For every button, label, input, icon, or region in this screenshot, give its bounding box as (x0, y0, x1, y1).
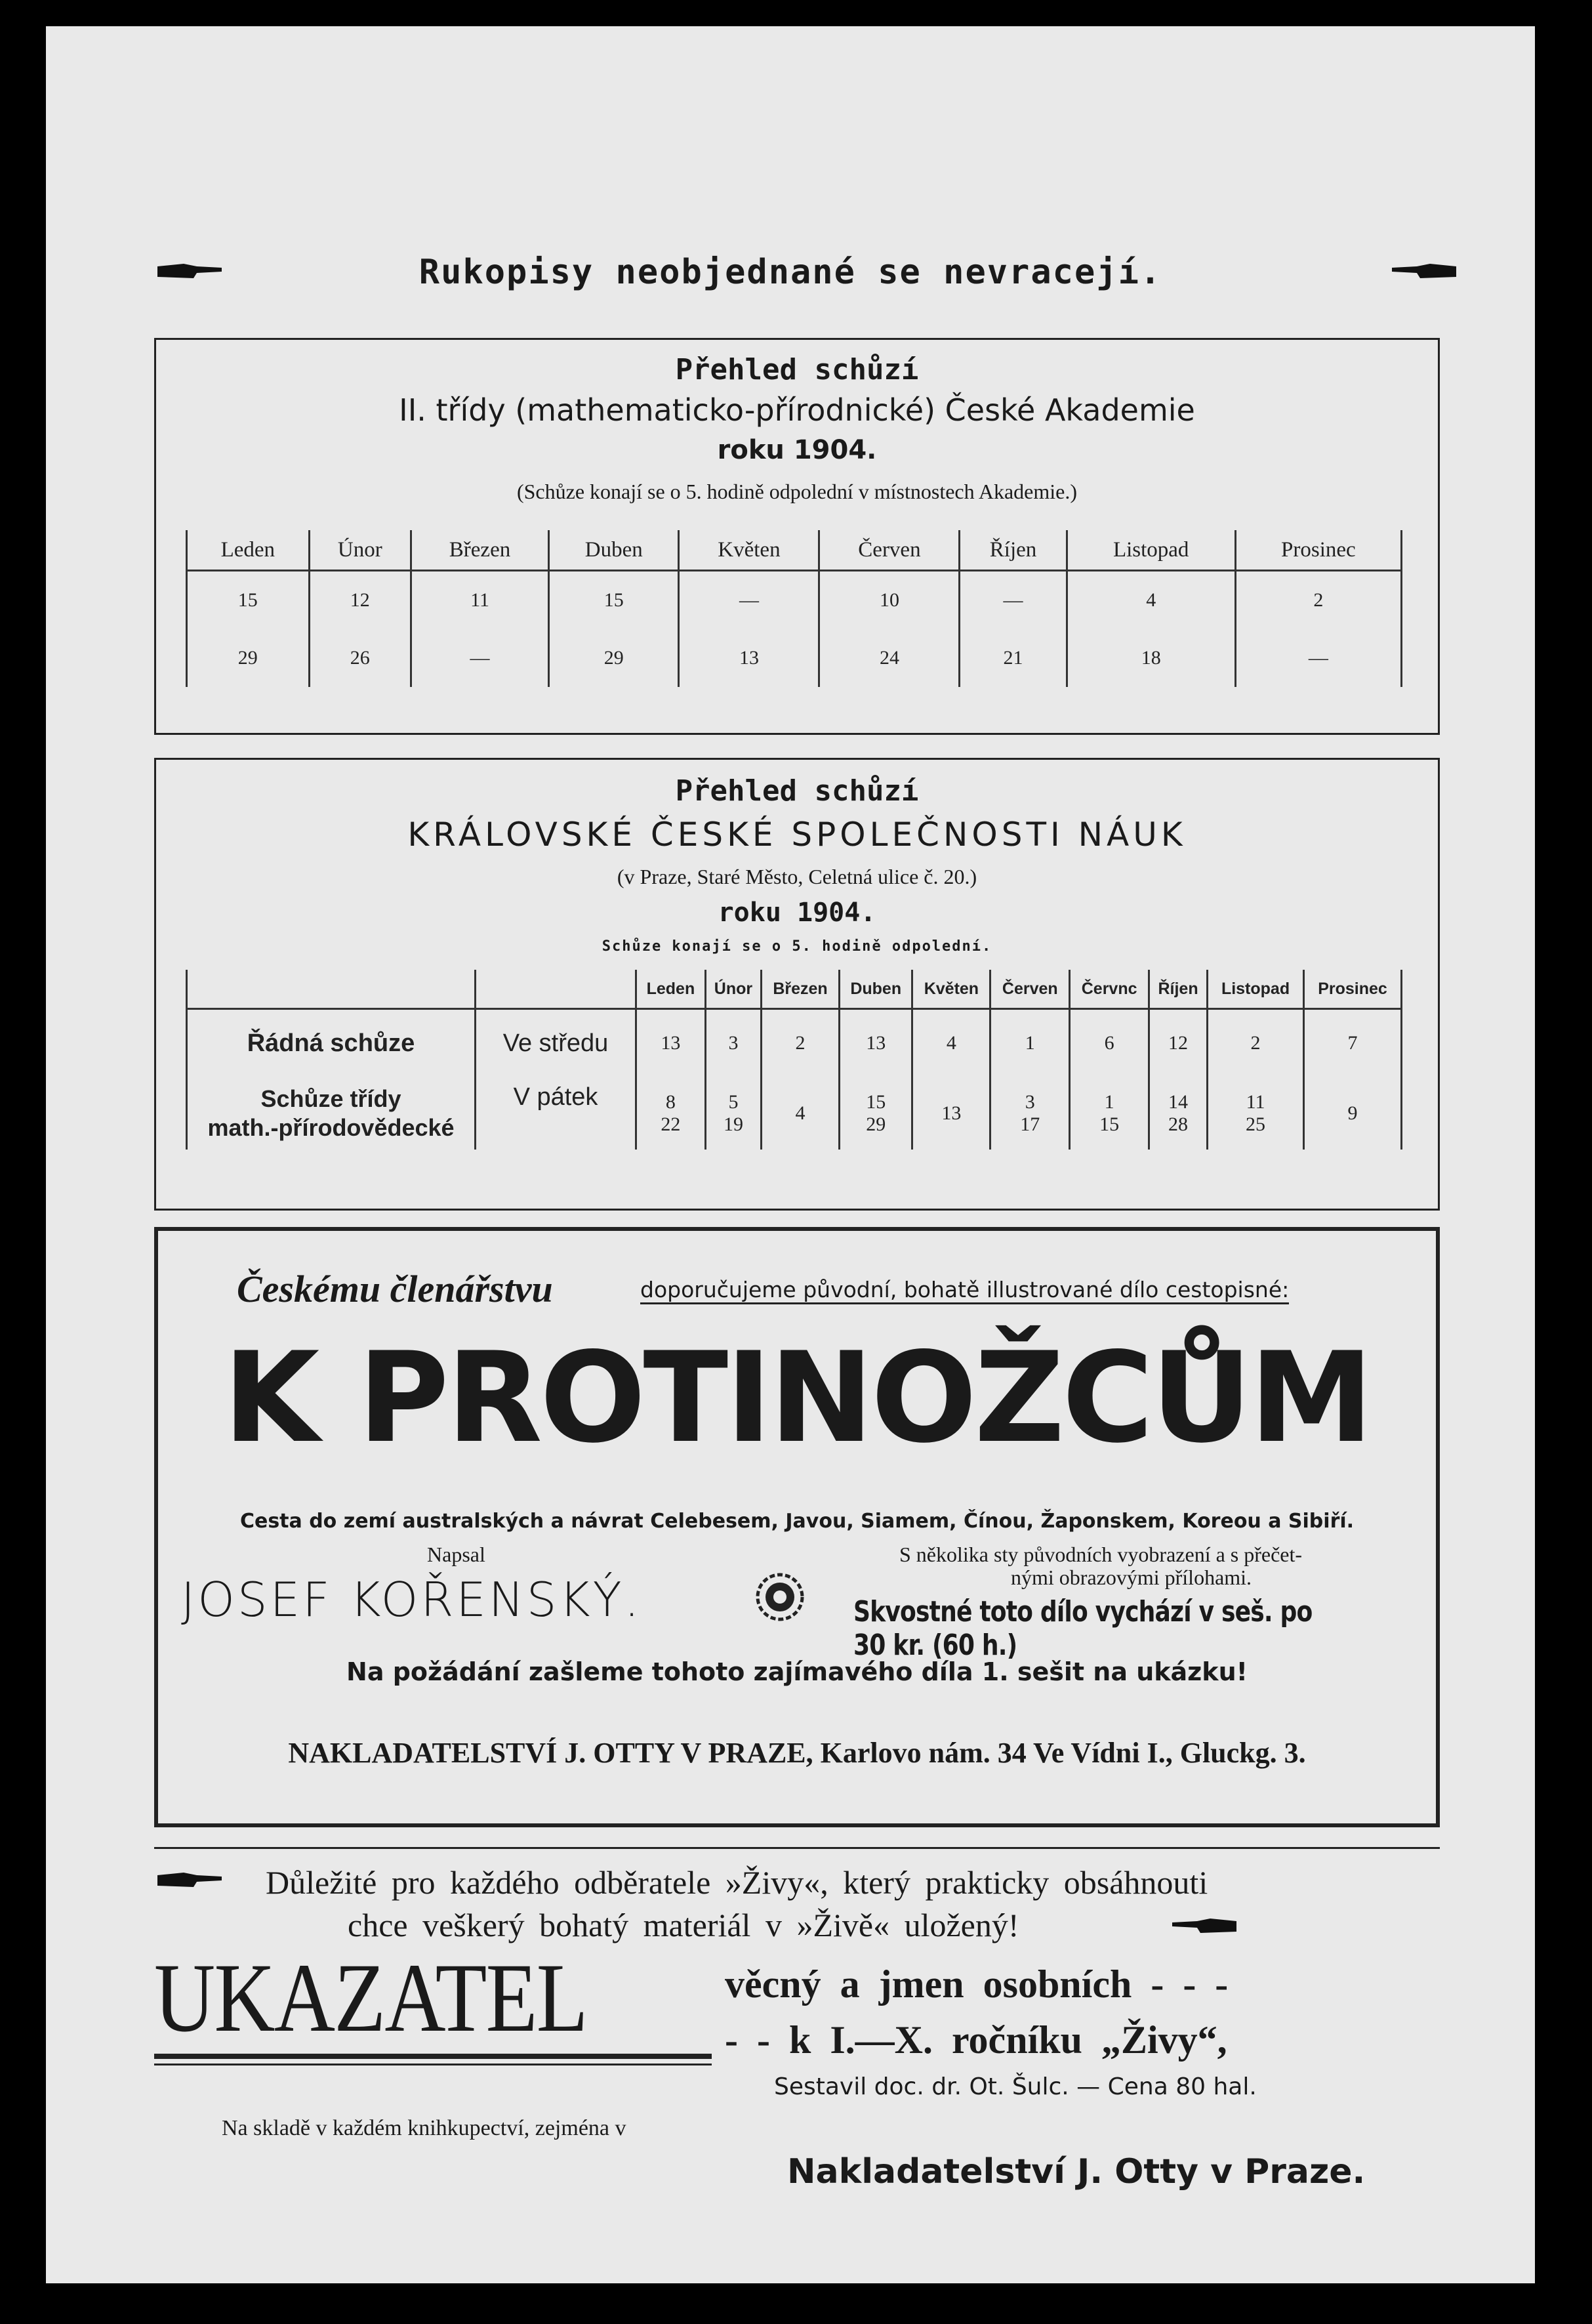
table-cell: — (411, 629, 548, 687)
academy-note: (Schůze konají se o 5. hodině odpolední v místnostech Akademie.) (516, 480, 1078, 503)
month-header: Únor (705, 970, 761, 1009)
table-row (187, 1077, 1402, 1150)
month-header: Listopad (1208, 970, 1304, 1009)
society-title: Přehled schůzí (675, 774, 919, 808)
table-cell: 11 (411, 571, 548, 630)
society-note: Schůze konají se o 5. hodině odpolední. (602, 938, 992, 955)
month-header: Červnc (1070, 970, 1149, 1009)
academy-schedule-table (186, 530, 1402, 687)
table-cell (840, 1077, 912, 1150)
cell-top: 14 (1168, 1090, 1189, 1113)
table-cell: 2 (1235, 571, 1401, 630)
table-cell: — (960, 571, 1067, 630)
society-name: KRÁLOVSKÉ ČESKÉ SPOLEČNOSTI NÁUK (407, 816, 1187, 854)
empty-header (187, 970, 476, 1009)
cell-top: 15 (866, 1090, 886, 1113)
month-header: Duben (840, 970, 912, 1009)
table-cell (705, 1077, 761, 1150)
table-cell: 6 (1070, 1009, 1149, 1077)
table-cell (990, 1077, 1070, 1150)
cell-top: 1 (1104, 1090, 1114, 1113)
table-cell: 9 (1304, 1077, 1402, 1150)
ukazatel-stock: Na skladě v každém knihkupectví, zejména v (222, 2116, 626, 2140)
ukazatel-line1: věcný a jmen osobních - - - (725, 1962, 1229, 2006)
cell-top: 8 (665, 1090, 676, 1113)
table-cell: 26 (309, 629, 411, 687)
author-name: JOSEF KOŘENSKÝ. (181, 1572, 642, 1627)
pointing-hand-left-icon (1391, 261, 1456, 281)
cell-bottom: 22 (661, 1113, 681, 1135)
cell-top: 11 (1246, 1090, 1265, 1113)
table-cell: — (1235, 629, 1401, 687)
table-cell: 12 (309, 571, 411, 630)
table-row (187, 629, 1402, 687)
table-cell: 29 (549, 629, 679, 687)
title-underline (154, 2064, 712, 2065)
month-header: Květen (679, 530, 819, 571)
ad-lead-text: doporučujeme původní, bohatě illustrované dílo cestopisné: (640, 1277, 1289, 1304)
cell-bottom: 17 (1020, 1113, 1040, 1135)
month-header: Duben (549, 530, 679, 571)
table-cell: 29 (187, 629, 310, 687)
table-cell: 13 (679, 629, 819, 687)
cell-bottom: 15 (1099, 1113, 1120, 1135)
table-cell: 13 (912, 1077, 990, 1150)
wrote-label: Napsal (427, 1543, 485, 1566)
table-cell: 12 (1149, 1009, 1208, 1077)
table-cell: 13 (840, 1009, 912, 1077)
title-underline (154, 2054, 712, 2059)
ukazatel-publisher: Nakladatelství J. Otty v Praze. (787, 2152, 1366, 2191)
table-cell (1208, 1077, 1304, 1150)
month-header: Listopad (1067, 530, 1235, 571)
ukazatel-line2: - - k I.—X. ročníku „Živy“, (725, 2018, 1227, 2062)
table-cell: 13 (636, 1009, 706, 1077)
academy-title: Přehled schůzí (675, 353, 919, 386)
images-note-line1: S několika sty původních vyobrazení a s přečet- (899, 1543, 1303, 1566)
price-note: Skvostné toto dílo vychází v seš. po 30 kr. (60 h.) (853, 1595, 1313, 1662)
table-cell: 24 (819, 629, 960, 687)
page (46, 26, 1535, 2283)
society-schedule-box (154, 758, 1440, 1211)
book-advertisement (154, 1227, 1440, 1827)
table-cell (636, 1077, 706, 1150)
table-cell: 1 (990, 1009, 1070, 1077)
ukazatel-title: UKAZATEL (154, 1943, 587, 2052)
month-header: Březen (411, 530, 548, 571)
table-cell: 3 (705, 1009, 761, 1077)
row-label-line: math.-přírodovědecké (207, 1113, 455, 1141)
table-cell: — (679, 571, 819, 630)
table-cell: 15 (549, 571, 679, 630)
table-cell: 21 (960, 629, 1067, 687)
row-label: Řádná schůze (187, 1009, 476, 1077)
cell-bottom: 29 (866, 1113, 886, 1135)
table-cell: 10 (819, 571, 960, 630)
month-header: Prosinec (1304, 970, 1402, 1009)
table-cell: 4 (1067, 571, 1235, 630)
table-cell (1149, 1077, 1208, 1150)
table-cell: 15 (187, 571, 310, 630)
row-day: Ve středu (476, 1009, 636, 1077)
academy-year: roku 1904. (717, 435, 877, 465)
month-header: Leden (187, 530, 310, 571)
sample-request: Na požádání zašleme tohoto zajímavého díla 1. sešit na ukázku! (346, 1657, 1248, 1686)
month-header: Prosinec (1235, 530, 1401, 571)
month-header: Říjen (960, 530, 1067, 571)
ukazatel-intro-line1: Důležité pro každého odběratele »Živy«, který prakticky obsáhnouti (266, 1864, 1208, 1901)
month-header: Březen (762, 970, 840, 1009)
table-cell (1070, 1077, 1149, 1150)
ukazatel-compiled: Sestavil doc. dr. Ot. Šulc. — Cena 80 hal. (774, 2073, 1257, 2100)
flower-ornament-icon (755, 1572, 805, 1622)
table-cell: 2 (1208, 1009, 1304, 1077)
row-label-line: Schůze třídy (260, 1085, 401, 1112)
month-header: Leden (636, 970, 706, 1009)
table-row (187, 571, 1402, 630)
pointing-hand-right-icon (157, 1870, 223, 1890)
month-header: Únor (309, 530, 411, 571)
cell-top: 3 (1025, 1090, 1035, 1113)
cell-bottom: 28 (1168, 1113, 1189, 1135)
table-cell: 7 (1304, 1009, 1402, 1077)
society-year: roku 1904. (718, 898, 876, 928)
cell-bottom: 19 (723, 1113, 743, 1135)
cell-bottom: 25 (1246, 1113, 1266, 1135)
table-row (187, 1009, 1402, 1077)
table-cell: 4 (912, 1009, 990, 1077)
month-header: Květen (912, 970, 990, 1009)
month-header: Říjen (1149, 970, 1208, 1009)
manuscripts-notice: Rukopisy neobjednané se nevracejí. (418, 253, 1162, 292)
row-day: V pátek (476, 1077, 636, 1150)
book-subtitle: Cesta do zemí australských a návrat Celebesem, Javou, Siamem, Čínou, Žaponskem, Koreou a Sibiří. (239, 1510, 1355, 1533)
table-cell: 4 (762, 1077, 840, 1150)
cell-top: 5 (728, 1090, 739, 1113)
academy-schedule-box (154, 338, 1440, 735)
pointing-hand-left-icon (1171, 1916, 1236, 1936)
society-schedule-table (186, 970, 1402, 1150)
ukazatel-intro-line2: chce veškerý bohatý materiál v »Živě« uložený! (348, 1907, 1019, 1943)
academy-subtitle: II. třídy (mathematicko-přírodnické) České Akademie (399, 392, 1195, 428)
month-header: Červen (819, 530, 960, 571)
book-title: K PROTINOŽCŮM (223, 1325, 1371, 1470)
table-cell: 18 (1067, 629, 1235, 687)
divider (154, 1847, 1440, 1849)
society-address: (v Praze, Staré Město, Celetná ulice č. 20.) (617, 865, 977, 888)
row-label (187, 1077, 476, 1150)
month-header: Červen (990, 970, 1070, 1009)
ad-publisher: NAKLADATELSTVÍ J. OTTY V PRAZE, Karlovo nám. 34 Ve Vídni I., Gluckg. 3. (288, 1737, 1306, 1769)
empty-header (476, 970, 636, 1009)
images-note-line2: nými obrazovými přílohami. (1011, 1566, 1252, 1589)
ad-lead-script: Českému členářstvu (237, 1268, 553, 1310)
table-cell: 2 (762, 1009, 840, 1077)
